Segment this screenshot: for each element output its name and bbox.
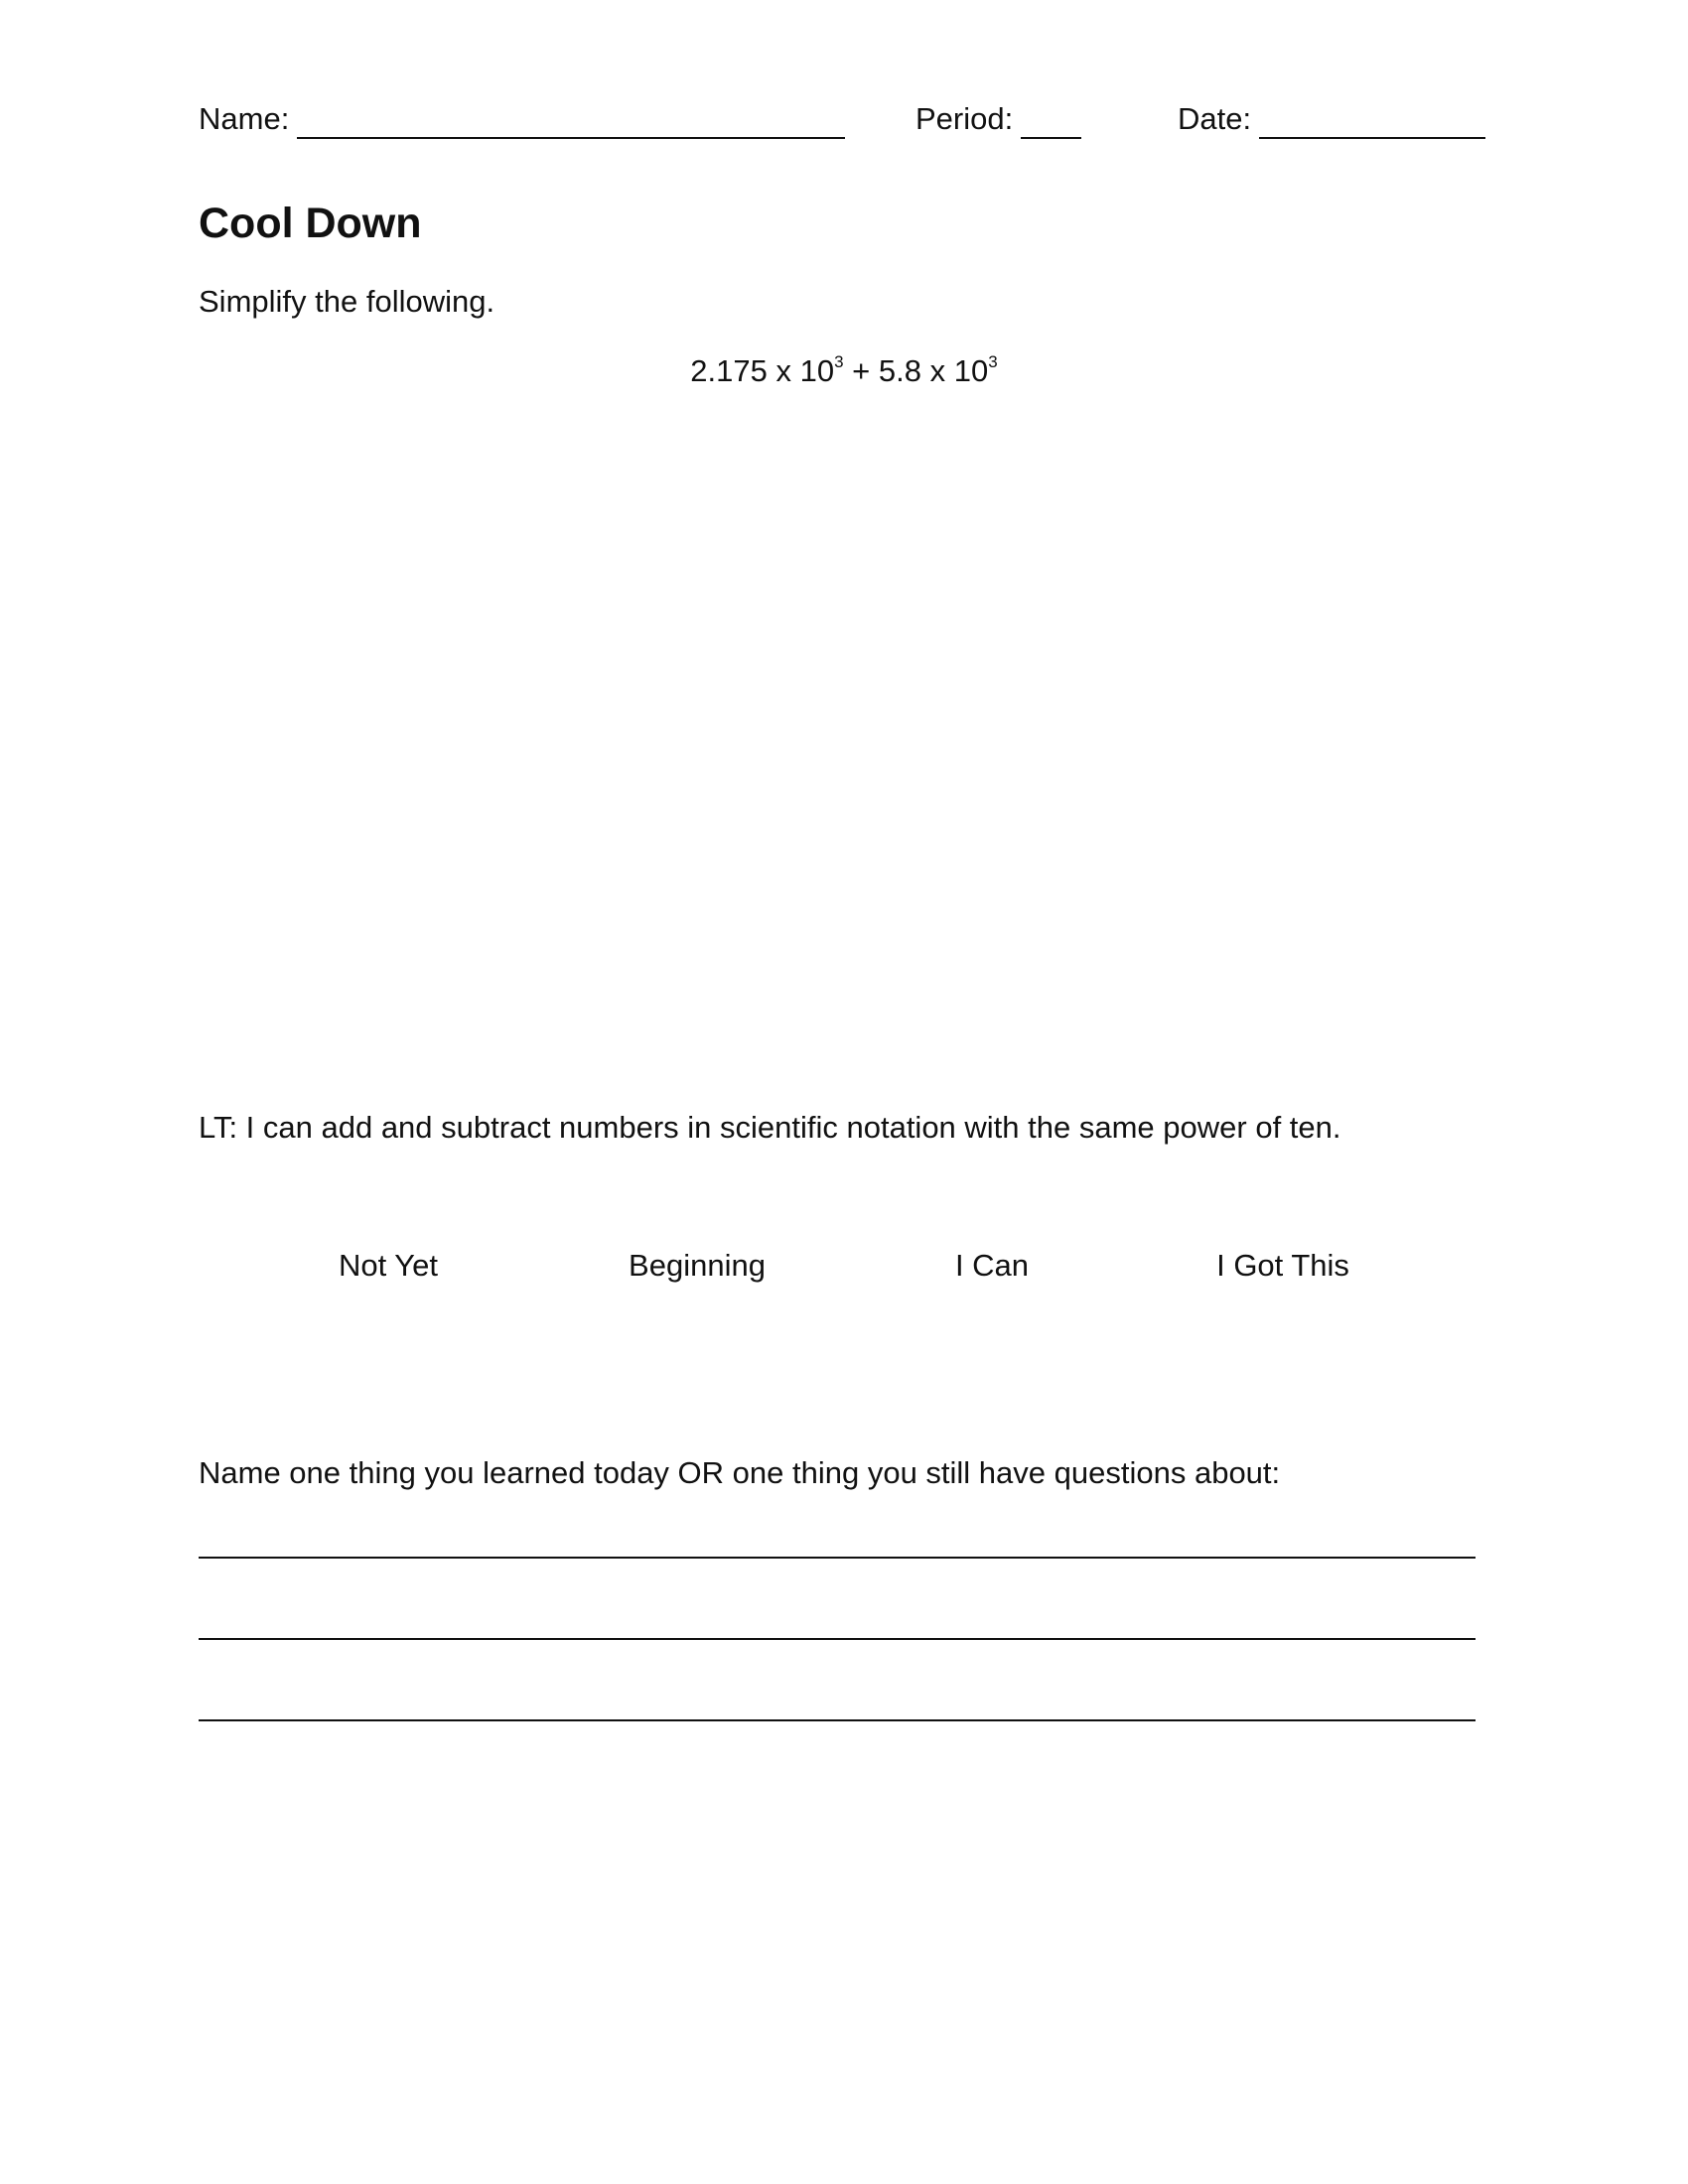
instruction-text: Simplify the following. [199, 284, 495, 319]
term1-coefficient: 2.175 x 10 [690, 353, 835, 388]
learning-target: LT: I can add and subtract numbers in scientific notation with the same power of ten. [199, 1110, 1341, 1145]
reflection-prompt: Name one thing you learned today OR one thing you still have questions about: [199, 1455, 1281, 1490]
name-blank[interactable] [297, 105, 845, 139]
term2-coefficient: 5.8 x 10 [878, 353, 989, 388]
expression-operator: + [843, 353, 879, 388]
rating-option-beginning[interactable]: Beginning [629, 1248, 766, 1283]
date-field[interactable] [1178, 99, 1485, 139]
math-expression [0, 352, 1688, 389]
period-blank[interactable] [1021, 105, 1081, 139]
answer-line[interactable] [199, 1638, 1476, 1640]
period-field[interactable] [915, 99, 1081, 139]
term2-exponent: 3 [988, 352, 998, 371]
term1-exponent: 3 [834, 352, 844, 371]
rating-option-i-got-this[interactable]: I Got This [1216, 1248, 1349, 1283]
rating-option-not-yet[interactable]: Not Yet [339, 1248, 438, 1283]
rating-option-i-can[interactable]: I Can [954, 1248, 1030, 1283]
name-field[interactable] [199, 99, 845, 139]
answer-line[interactable] [199, 1719, 1476, 1721]
date-blank[interactable] [1259, 105, 1485, 139]
answer-line[interactable] [199, 1557, 1476, 1559]
period-label: Period: [915, 101, 1014, 136]
page-title: Cool Down [199, 200, 422, 247]
name-label: Name: [199, 101, 290, 136]
date-label: Date: [1178, 101, 1252, 136]
header-row [199, 99, 1489, 143]
